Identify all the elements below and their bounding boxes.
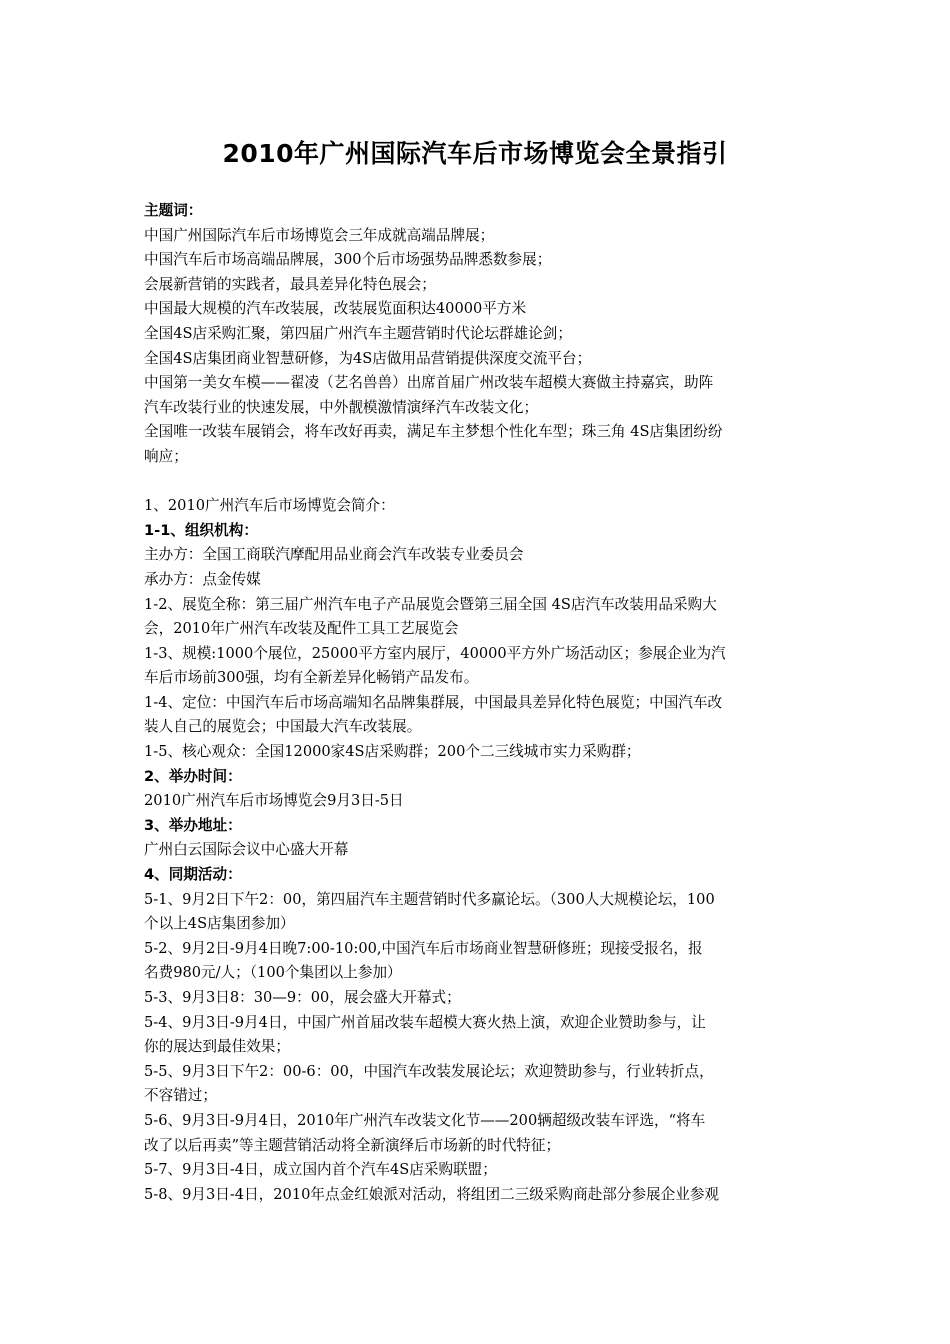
text-line: 5-5、9月3日下午2：00-6：00，中国汽车改装发展论坛；欢迎赞助参与，行业转折点， xyxy=(144,1062,714,1080)
section-heading: 2、举办时间： xyxy=(144,767,242,785)
text-line: 不容错过； xyxy=(144,1087,217,1105)
text-line: 汽车改装行业的快速发展，中外靓模激情演绎汽车改装文化； xyxy=(144,398,539,416)
text-line: 1-4、定位：中国汽车后市场高端知名品牌集群展，中国最具差异化特色展览；中国汽车改 xyxy=(144,693,723,711)
text-line: 中国最大规模的汽车改装展，改装展览面积达40000平方米 xyxy=(144,300,527,318)
text-line: 主办方：全国工商联汽摩配用品业商会汽车改装专业委员会 xyxy=(144,546,524,564)
section-heading: 4、同期活动： xyxy=(144,866,242,884)
document-title: 2010年广州国际汽车后市场博览会全景指引 xyxy=(222,139,728,168)
text-line: 名费980元/人；（100个集团以上参加） xyxy=(144,964,402,982)
text-line: 5-4、9月3日-9月4日，中国广州首届改装车超模大赛火热上演，欢迎企业赞助参与，让 xyxy=(144,1013,706,1031)
text-line: 你的展达到最佳效果； xyxy=(144,1038,290,1056)
section-heading: 主题词： xyxy=(144,202,203,219)
text-line: 承办方：点金传媒 xyxy=(144,570,261,588)
text-line: 2010广州汽车后市场博览会9月3日-5日 xyxy=(144,792,404,810)
text-line: 响应； xyxy=(144,447,188,465)
text-line: 全国唯一改装车展销会，将车改好再卖，满足车主梦想个性化车型；珠三角 4S店集团纷纷 xyxy=(144,423,723,441)
text-line: 中国第一美女车模——翟凌（艺名兽兽）出席首届广州改装车超模大赛做主持嘉宾，助阵 xyxy=(144,374,714,392)
document-body xyxy=(144,199,810,1207)
text-line: 改了以后再卖”等主题营销活动将全新演绎后市场新的时代特征； xyxy=(144,1136,561,1154)
text-line: 全国4S店集团商业智慧研修，为4S店做用品营销提供深度交流平台； xyxy=(144,349,592,367)
text-line: 会展新营销的实践者，最具差异化特色展会； xyxy=(144,275,436,293)
text-line: 5-1、9月2日下午2：00，第四届汽车主题营销时代多赢论坛。（300人大规模论坛，100 xyxy=(144,890,715,908)
text-line: 车后市场前300强，均有全新差异化畅销产品发布。 xyxy=(144,669,479,687)
section-heading: 1-1、组织机构： xyxy=(144,521,258,539)
text-line: 全国4S店采购汇聚，第四届广州汽车主题营销时代论坛群雄论剑； xyxy=(144,324,572,342)
text-line: 会，2010年广州汽车改装及配件工具工艺展览会 xyxy=(144,620,459,638)
text-line: 5-6、9月3日-9月4日，2010年广州汽车改装文化节——200辆超级改装车评选，“将车 xyxy=(144,1111,706,1129)
text-line: 5-8、9月3日-4日，2010年点金红娘派对活动，将组团二三级采购商赴部分参展企业参观 xyxy=(144,1185,720,1203)
text-line: 5-3、9月3日8：30—9：00，展会盛大开幕式； xyxy=(144,989,461,1006)
text-line: 中国汽车后市场高端品牌展，300个后市场强势品牌悉数参展； xyxy=(144,251,552,269)
text-line: 个以上4S店集团参加） xyxy=(144,915,295,933)
text-line: 5-7、9月3日-4日，成立国内首个汽车4S店采购联盟； xyxy=(144,1161,497,1179)
text-line: 1-5、核心观众：全国12000家4S店采购群；200个二三线城市实力采购群； xyxy=(144,743,641,761)
section-heading: 3、举办地址： xyxy=(144,816,242,834)
text-line: 中国广州国际汽车后市场博览会三年成就高端品牌展； xyxy=(144,226,495,244)
text-line: 5-2、9月2日-9月4日晚7:00-10:00,中国汽车后市场商业智慧研修班；现接受报名，报 xyxy=(144,939,703,957)
text-line: 1、2010广州汽车后市场博览会简介： xyxy=(144,497,395,515)
blank-line xyxy=(144,470,810,495)
text-line: 1-3、规模:1000个展位，25000平方室内展厅，40000平方外广场活动区；参展企业为汽 xyxy=(144,644,726,662)
text-line: 广州白云国际会议中心盛大开幕 xyxy=(144,841,349,859)
text-line: 装人自己的展览会；中国最大汽车改装展。 xyxy=(144,718,422,736)
text-line: 1-2、展览全称：第三届广州汽车电子产品展览会暨第三届全国 4S店汽车改装用品采购大 xyxy=(144,595,717,613)
